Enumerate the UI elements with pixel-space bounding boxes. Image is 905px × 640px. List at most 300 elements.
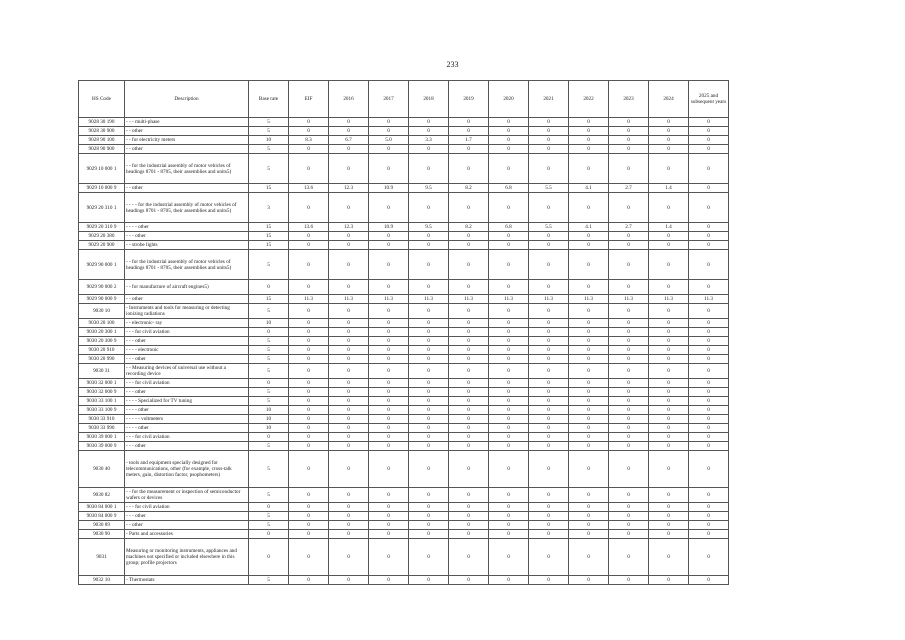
rate-cell: 0 [409,346,449,355]
rate-cell: 0 [689,328,729,337]
description-cell: - - - - Specialized for TV tuning [125,397,249,406]
rate-cell: 0 [609,488,649,503]
rate-cell: 0 [489,232,529,241]
rate-cell: 15 [249,241,289,250]
rate-cell: 0 [449,539,489,576]
rate-cell: 0 [369,521,409,530]
table-row [79,406,729,415]
rate-cell: 0 [689,250,729,280]
table-row [79,379,729,388]
rate-cell: 0 [289,530,329,539]
rate-cell: 0 [409,364,449,379]
rate-cell: 0 [569,397,609,406]
rate-cell: 0 [609,337,649,346]
rate-cell: 5 [249,521,289,530]
hs-code-cell: 9029 90 000 9 [79,295,125,304]
rate-cell: 9.5 [409,223,449,232]
rate-cell: 0 [489,424,529,433]
rate-cell: 5 [249,304,289,319]
rate-cell: 0 [289,346,329,355]
rate-cell: 0 [569,241,609,250]
description-cell: - - - other [125,388,249,397]
description-cell: - - for manufacture of aircraft engines5) [125,280,249,295]
rate-cell: 0 [449,346,489,355]
rate-cell: 0 [329,304,369,319]
rate-cell: 0 [529,415,569,424]
column-header: 2024 [649,81,689,118]
rate-cell: 1.4 [649,184,689,193]
description-cell: - - - - - voltmeters [125,415,249,424]
rate-cell: 6.7 [329,136,369,145]
rate-cell: 0 [369,433,409,442]
rate-cell: 0 [409,512,449,521]
rate-cell: 11.3 [329,295,369,304]
rate-cell: 0 [489,397,529,406]
rate-cell: 0 [689,319,729,328]
rate-cell: 0 [649,355,689,364]
rate-cell: 0 [529,539,569,576]
column-header: 2025 and subsequent years [689,81,729,118]
rate-cell: 0 [649,241,689,250]
rate-cell: 0 [649,136,689,145]
rate-cell: 0 [609,280,649,295]
table-row [79,127,729,136]
description-cell: - - - other [125,337,249,346]
rate-cell: 5 [249,154,289,184]
rate-cell: 0 [409,145,449,154]
rate-cell: 0 [689,184,729,193]
rate-cell: 13.6 [289,184,329,193]
rate-cell: 0 [329,512,369,521]
rate-cell: 0 [689,364,729,379]
rate-cell: 0 [489,539,529,576]
rate-cell: 0 [289,442,329,451]
rate-cell: 0 [529,127,569,136]
table-row [79,337,729,346]
rate-cell: 5.5 [529,223,569,232]
rate-cell: 11.3 [449,295,489,304]
description-cell: - tools and equipment specially designed for telecommunications, other (for example, cross-talk meters, gain, distortion factor, psophometers) [125,451,249,488]
table-row [79,355,729,364]
rate-cell: 0 [609,154,649,184]
rate-cell: 0 [329,250,369,280]
rate-cell: 0 [369,503,409,512]
rate-cell: 0 [289,503,329,512]
table-row [79,397,729,406]
rate-cell: 0 [569,451,609,488]
rate-cell: 0 [689,241,729,250]
table-row [79,488,729,503]
rate-cell: 0 [529,280,569,295]
rate-cell: 0 [569,576,609,585]
rate-cell: 5 [249,397,289,406]
rate-cell: 0 [569,388,609,397]
rate-cell: 5.5 [529,184,569,193]
rate-cell: 0 [409,232,449,241]
column-header: 2018 [409,81,449,118]
rate-cell: 0 [449,304,489,319]
description-cell: - - - - electronic [125,346,249,355]
rate-cell: 0 [689,346,729,355]
hs-code-cell: 9029 20 900 [79,241,125,250]
rate-cell: 0 [289,241,329,250]
rate-cell: 0 [689,379,729,388]
description-cell: - - for the industrial assembly of motor vehicles of headings 8701 - 8705, their assemblies and units5) [125,154,249,184]
rate-cell: 0 [289,355,329,364]
rate-cell: 0 [649,280,689,295]
rate-cell: 0 [289,521,329,530]
rate-cell: 0 [609,397,649,406]
rate-cell: 0 [529,424,569,433]
description-cell: - - - - other [125,406,249,415]
table-header-row [79,81,729,118]
rate-cell: 0 [689,118,729,127]
rate-cell: 0 [409,503,449,512]
rate-cell: 0 [369,337,409,346]
description-cell: - - - - for the industrial assembly of motor vehicles of headings 8701 - 8705, their assemblies and units5) [125,193,249,223]
rate-cell: 0 [409,319,449,328]
rate-cell: 0 [449,442,489,451]
rate-cell: 0 [609,521,649,530]
rate-cell: 0 [369,145,409,154]
rate-cell: 0 [449,355,489,364]
rate-cell: 0 [489,127,529,136]
table-row [79,539,729,576]
hs-code-cell: 9029 10 000 9 [79,184,125,193]
tariff-schedule-table [78,80,729,585]
rate-cell: 0 [489,241,529,250]
rate-cell: 0 [409,424,449,433]
rate-cell: 0 [249,280,289,295]
rate-cell: 11.3 [609,295,649,304]
rate-cell: 0 [409,250,449,280]
table-body [79,118,729,585]
rate-cell: 0 [449,415,489,424]
rate-cell: 0 [649,328,689,337]
rate-cell: 0 [569,539,609,576]
rate-cell: 0 [329,576,369,585]
hs-code-cell: 9030 39 000 9 [79,442,125,451]
rate-cell: 0 [569,433,609,442]
rate-cell: 0 [649,304,689,319]
rate-cell: 0 [609,145,649,154]
rate-cell: 0 [529,328,569,337]
rate-cell: 0 [409,433,449,442]
rate-cell: 0 [649,488,689,503]
rate-cell: 0 [289,145,329,154]
hs-code-cell: 9029 10 000 1 [79,154,125,184]
column-header: 2019 [449,81,489,118]
rate-cell: 0 [449,364,489,379]
hs-code-cell: 9029 20 310 1 [79,193,125,223]
rate-cell: 0 [689,451,729,488]
hs-code-cell: 9030 33 990 [79,424,125,433]
rate-cell: 0 [369,424,409,433]
rate-cell: 15 [249,223,289,232]
rate-cell: 0 [449,319,489,328]
rate-cell: 0 [409,397,449,406]
rate-cell: 0 [609,512,649,521]
rate-cell: 0 [369,328,409,337]
rate-cell: 0 [689,337,729,346]
column-header: 2016 [329,81,369,118]
rate-cell: 0 [289,250,329,280]
rate-cell: 0 [489,442,529,451]
rate-cell: 0 [289,397,329,406]
rate-cell: 0 [489,154,529,184]
rate-cell: 0 [369,304,409,319]
rate-cell: 0 [649,127,689,136]
rate-cell: 0 [529,576,569,585]
rate-cell: 0 [289,280,329,295]
rate-cell: 0 [569,355,609,364]
table-row [79,364,729,379]
description-cell: - - other [125,521,249,530]
description-cell: - - - other [125,512,249,521]
rate-cell: 0 [329,319,369,328]
description-cell: - - other [125,295,249,304]
rate-cell: 0 [249,503,289,512]
rate-cell: 0 [489,379,529,388]
hs-code-cell: 9032 10 [79,576,125,585]
rate-cell: 11.3 [569,295,609,304]
description-cell: - - - for civil aviation [125,503,249,512]
rate-cell: 6.8 [489,223,529,232]
rate-cell: 0 [569,250,609,280]
table-row [79,250,729,280]
rate-cell: 0 [609,530,649,539]
table-row [79,223,729,232]
column-header: 2022 [569,81,609,118]
rate-cell: 0 [529,241,569,250]
rate-cell: 0 [449,406,489,415]
rate-cell: 2.7 [609,223,649,232]
rate-cell: 0 [689,145,729,154]
hs-code-cell: 9029 20 310 9 [79,223,125,232]
rate-cell: 0 [329,193,369,223]
rate-cell: 0 [649,364,689,379]
rate-cell: 0 [449,512,489,521]
rate-cell: 0 [609,193,649,223]
rate-cell: 0 [529,118,569,127]
rate-cell: 0 [409,241,449,250]
rate-cell: 0 [689,530,729,539]
rate-cell: 0 [649,397,689,406]
rate-cell: 0 [689,223,729,232]
hs-code-cell: 9030 20 990 [79,355,125,364]
rate-cell: 0 [609,451,649,488]
rate-cell: 0 [489,346,529,355]
rate-cell: 0 [649,118,689,127]
rate-cell: 2.7 [609,184,649,193]
rate-cell: 0 [329,415,369,424]
rate-cell: 0 [569,488,609,503]
rate-cell: 0 [449,521,489,530]
rate-cell: 5 [249,442,289,451]
table-row [79,193,729,223]
rate-cell: 5 [249,388,289,397]
rate-cell: 0 [289,193,329,223]
hs-code-cell: 9030 39 000 1 [79,433,125,442]
table-row [79,145,729,154]
rate-cell: 8.2 [449,223,489,232]
rate-cell: 0 [489,136,529,145]
rate-cell: 0 [369,397,409,406]
rate-cell: 10 [249,424,289,433]
rate-cell: 0 [569,304,609,319]
rate-cell: 3 [249,193,289,223]
rate-cell: 0 [489,488,529,503]
hs-code-cell: 9030 31 [79,364,125,379]
rate-cell: 0 [529,379,569,388]
table-row [79,433,729,442]
rate-cell: 0 [649,232,689,241]
rate-cell: 0 [449,424,489,433]
rate-cell: 5 [249,127,289,136]
rate-cell: 5 [249,118,289,127]
table-row [79,232,729,241]
description-cell: - - - - other [125,424,249,433]
table-row [79,415,729,424]
rate-cell: 0 [689,136,729,145]
rate-cell: 0 [529,388,569,397]
rate-cell: 0 [449,250,489,280]
rate-cell: 0 [569,127,609,136]
rate-cell: 0 [489,364,529,379]
rate-cell: 4.1 [569,223,609,232]
rate-cell: 5 [249,355,289,364]
hs-code-cell: 9030 40 [79,451,125,488]
table-row [79,295,729,304]
rate-cell: 11.3 [289,295,329,304]
rate-cell: 0 [609,503,649,512]
rate-cell: 0 [329,488,369,503]
rate-cell: 0 [409,280,449,295]
rate-cell: 0 [329,355,369,364]
rate-cell: 0 [489,503,529,512]
rate-cell: 0 [529,512,569,521]
rate-cell: 0 [329,388,369,397]
rate-cell: 0 [529,503,569,512]
rate-cell: 0 [369,118,409,127]
rate-cell: 0 [409,118,449,127]
rate-cell: 0 [329,521,369,530]
rate-cell: 0 [569,521,609,530]
rate-cell: 0 [289,433,329,442]
description-cell: - - - other [125,232,249,241]
rate-cell: 0 [289,512,329,521]
rate-cell: 11.3 [649,295,689,304]
rate-cell: 0 [649,319,689,328]
rate-cell: 0 [609,364,649,379]
rate-cell: 0 [329,118,369,127]
rate-cell: 0 [249,328,289,337]
rate-cell: 0 [249,433,289,442]
rate-cell: 0 [329,442,369,451]
rate-cell: 0 [529,346,569,355]
rate-cell: 0 [289,488,329,503]
rate-cell: 0 [489,388,529,397]
rate-cell: 0 [649,503,689,512]
rate-cell: 0 [329,424,369,433]
rate-cell: 0 [569,512,609,521]
hs-code-cell: 9028 90 100 [79,136,125,145]
rate-cell: 15 [249,295,289,304]
hs-code-cell: 9030 20 100 [79,319,125,328]
rate-cell: 0 [409,379,449,388]
column-header: Description [125,81,249,118]
rate-cell: 0 [649,145,689,154]
rate-cell: 0 [289,319,329,328]
description-cell: - - - other [125,355,249,364]
rate-cell: 0 [489,193,529,223]
rate-cell: 0 [569,280,609,295]
hs-code-cell: 9030 10 [79,304,125,319]
hs-code-cell: 9030 20 300 9 [79,337,125,346]
column-header: Base rate [249,81,289,118]
rate-cell: 0 [569,328,609,337]
rate-cell: 3.3 [409,136,449,145]
rate-cell: 0 [569,136,609,145]
description-cell: - - Measuring devices of universal use without a recording device [125,364,249,379]
rate-cell: 0 [609,118,649,127]
rate-cell: 0 [369,355,409,364]
rate-cell: 5.0 [369,136,409,145]
rate-cell: 0 [369,530,409,539]
table-row [79,512,729,521]
rate-cell: 0 [689,388,729,397]
rate-cell: 0 [369,406,409,415]
rate-cell: 0 [289,451,329,488]
rate-cell: 0 [289,118,329,127]
description-cell: - - for electricity meters [125,136,249,145]
rate-cell: 0 [409,193,449,223]
rate-cell: 0 [369,576,409,585]
rate-cell: 0 [609,232,649,241]
rate-cell: 0 [489,118,529,127]
rate-cell: 15 [249,232,289,241]
rate-cell: 0 [329,337,369,346]
rate-cell: 0 [609,433,649,442]
rate-cell: 0 [609,355,649,364]
rate-cell: 0 [529,355,569,364]
table-row [79,530,729,539]
rate-cell: 5 [249,250,289,280]
rate-cell: 0 [489,433,529,442]
rate-cell: 0 [409,337,449,346]
rate-cell: 0 [489,521,529,530]
rate-cell: 5 [249,512,289,521]
hs-code-cell: 9029 90 000 2 [79,280,125,295]
table-row [79,280,729,295]
rate-cell: 0 [329,530,369,539]
rate-cell: 0 [329,379,369,388]
page-number: 233 [446,60,459,69]
description-cell: - - - for civil aviation [125,328,249,337]
hs-code-cell: 9030 32 000 9 [79,388,125,397]
rate-cell: 0 [449,328,489,337]
description-cell: - - - for civil aviation [125,433,249,442]
rate-cell: 0 [369,250,409,280]
rate-cell: 0 [489,355,529,364]
rate-cell: 0 [489,145,529,154]
table-row [79,118,729,127]
description-cell: - - - for civil aviation [125,379,249,388]
rate-cell: 0 [569,424,609,433]
rate-cell: 0 [369,488,409,503]
hs-code-cell: 9030 89 [79,521,125,530]
rate-cell: 0 [529,319,569,328]
